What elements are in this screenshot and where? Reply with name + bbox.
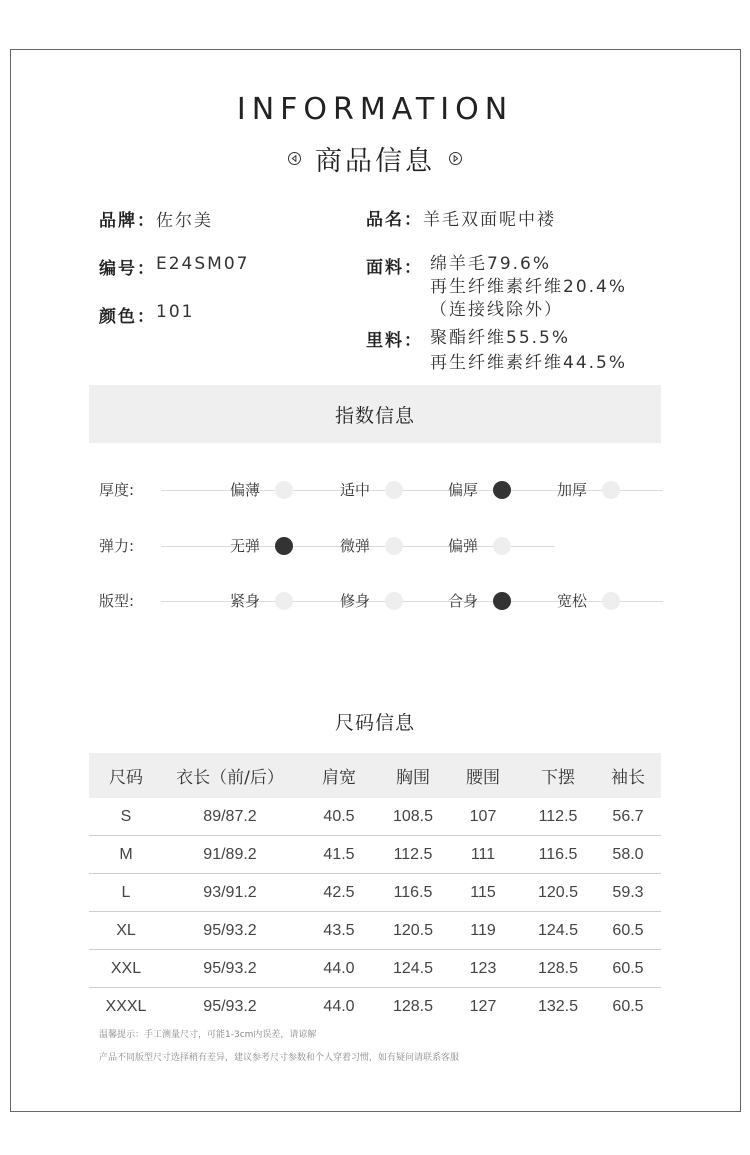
index-option: 紧身 <box>230 592 261 610</box>
measurement-note: 温馨提示：手工测量尺寸，可能1-3cm内误差，请谅解 <box>99 1030 317 1040</box>
table-cell: 107 <box>445 798 521 836</box>
table-cell: 108.5 <box>381 798 445 836</box>
table-cell: 123 <box>445 950 521 988</box>
index-option: 修身 <box>340 592 371 610</box>
lining-line: 聚酯纤维55.5% <box>430 328 571 348</box>
table-cell: 43.5 <box>297 912 381 950</box>
table-cell: XXL <box>89 950 163 988</box>
fabric-label-row <box>366 253 423 278</box>
index-option: 偏厚 <box>448 481 479 499</box>
lining-line: 再生纤维素纤维44.5% <box>430 353 628 373</box>
table-cell: XL <box>89 912 163 950</box>
table-cell: 41.5 <box>297 836 381 874</box>
index-row-thickness <box>99 478 669 502</box>
index-option: 偏弹 <box>448 537 479 555</box>
index-option-dot-selected <box>493 481 511 499</box>
index-section-title: 指数信息 <box>334 404 415 427</box>
fabric-line: （连接线除外） <box>430 300 563 320</box>
index-option-dot-selected <box>275 537 293 555</box>
table-cell: 128.5 <box>392 997 434 1015</box>
table-cell: 120.5 <box>521 874 595 912</box>
color-row <box>99 302 194 327</box>
color-value: 101 <box>156 302 195 322</box>
index-option-dot <box>385 481 403 499</box>
table-row <box>89 798 661 836</box>
brand-value: 佐尔美 <box>156 211 213 231</box>
column-header: 腰围 <box>445 753 521 798</box>
table-cell: 60.5 <box>612 997 644 1015</box>
color-label: 颜色： <box>99 307 156 327</box>
index-option-dot <box>385 537 403 555</box>
table-cell: 119 <box>445 912 521 950</box>
table-cell: 89/87.2 <box>163 798 297 836</box>
table-cell: 132.5 <box>537 997 579 1015</box>
brand-label: 品牌： <box>99 211 156 231</box>
table-cell: 111 <box>445 836 521 874</box>
table-cell: L <box>89 874 163 912</box>
table-cell: 42.5 <box>297 874 381 912</box>
size-section-title: 尺码信息 <box>334 712 415 734</box>
index-option-dot-selected <box>493 592 511 610</box>
table-cell: 95/93.2 <box>163 950 297 988</box>
table-row <box>89 874 661 912</box>
table-cell: S <box>89 798 163 836</box>
column-header: 肩宽 <box>297 753 381 798</box>
index-section-header <box>89 385 661 443</box>
fabric-label: 面料： <box>366 258 423 278</box>
index-row-elasticity <box>99 534 669 558</box>
code-value: E24SM07 <box>156 254 250 274</box>
table-cell: 112.5 <box>381 836 445 874</box>
index-option-dot <box>493 537 511 555</box>
index-option: 微弹 <box>340 537 371 555</box>
index-option: 宽松 <box>557 592 588 610</box>
table-row <box>89 950 661 988</box>
column-header: 胸围 <box>381 753 445 798</box>
size-table-header-row <box>89 753 661 798</box>
table-cell: 56.7 <box>595 798 661 836</box>
name-row <box>366 205 556 230</box>
table-cell: 44.0 <box>297 950 381 988</box>
table-cell: 112.5 <box>521 798 595 836</box>
index-option-dot <box>275 592 293 610</box>
table-cell: 127 <box>469 997 497 1015</box>
lining-label-row <box>366 326 423 351</box>
fabric-line: 再生纤维素纤维20.4% <box>430 277 628 297</box>
table-cell: 115 <box>445 874 521 912</box>
page-title: INFORMATION <box>236 92 514 127</box>
name-label: 品名： <box>366 210 423 230</box>
index-option-dot <box>602 592 620 610</box>
table-cell: 91/89.2 <box>163 836 297 874</box>
index-option: 无弹 <box>230 537 261 555</box>
page-subtitle <box>0 140 750 176</box>
table-cell: 116.5 <box>381 874 445 912</box>
column-header: 下摆 <box>521 753 595 798</box>
column-header: 衣长（前/后） <box>163 753 297 798</box>
size-table <box>89 753 661 1025</box>
index-option: 加厚 <box>557 481 588 499</box>
table-cell: M <box>89 836 163 874</box>
table-cell: 58.0 <box>595 836 661 874</box>
brand-row <box>99 206 213 231</box>
table-cell: 93/91.2 <box>163 874 297 912</box>
index-row-label: 版型: <box>99 592 135 610</box>
table-cell: 40.5 <box>297 798 381 836</box>
index-row-fit <box>99 589 669 613</box>
circled-right-arrow-icon <box>449 152 462 165</box>
table-cell: 44.0 <box>323 997 355 1015</box>
subtitle-text: 商品信息 <box>315 145 435 177</box>
table-cell: 60.5 <box>595 912 661 950</box>
name-value: 羊毛双面呢中褛 <box>423 210 556 230</box>
code-row <box>99 254 249 279</box>
index-row-label: 厚度: <box>99 481 135 499</box>
table-cell: 60.5 <box>595 950 661 988</box>
table-cell: 95/93.2 <box>163 912 297 950</box>
index-option: 适中 <box>340 481 371 499</box>
fabric-value <box>430 253 627 322</box>
fabric-line: 绵羊毛79.6% <box>430 254 552 274</box>
index-option: 偏薄 <box>230 481 261 499</box>
table-row <box>89 988 661 1026</box>
index-option-dot <box>275 481 293 499</box>
index-option-dot <box>602 481 620 499</box>
table-cell: 124.5 <box>381 950 445 988</box>
index-option-dot <box>385 592 403 610</box>
table-row <box>89 836 661 874</box>
table-cell: 59.3 <box>595 874 661 912</box>
column-header: 袖长 <box>595 753 661 798</box>
index-row-label: 弹力: <box>99 537 135 555</box>
column-header: 尺码 <box>89 753 163 798</box>
index-option: 合身 <box>448 592 479 610</box>
table-cell: 95/93.2 <box>203 997 257 1015</box>
table-cell: XXXL <box>105 997 147 1015</box>
table-cell: 116.5 <box>521 836 595 874</box>
code-label: 编号： <box>99 259 156 279</box>
table-cell: 128.5 <box>521 950 595 988</box>
lining-label: 里料： <box>366 331 423 351</box>
fit-note: 产品不同版型尺寸选择稍有差异，建议参考尺寸参数和个人穿着习惯，如有疑问请联系客服 <box>99 1053 460 1063</box>
table-row <box>89 912 661 950</box>
table-cell: 124.5 <box>521 912 595 950</box>
circled-left-arrow-icon <box>288 152 301 165</box>
lining-value <box>430 326 627 376</box>
table-cell: 120.5 <box>381 912 445 950</box>
